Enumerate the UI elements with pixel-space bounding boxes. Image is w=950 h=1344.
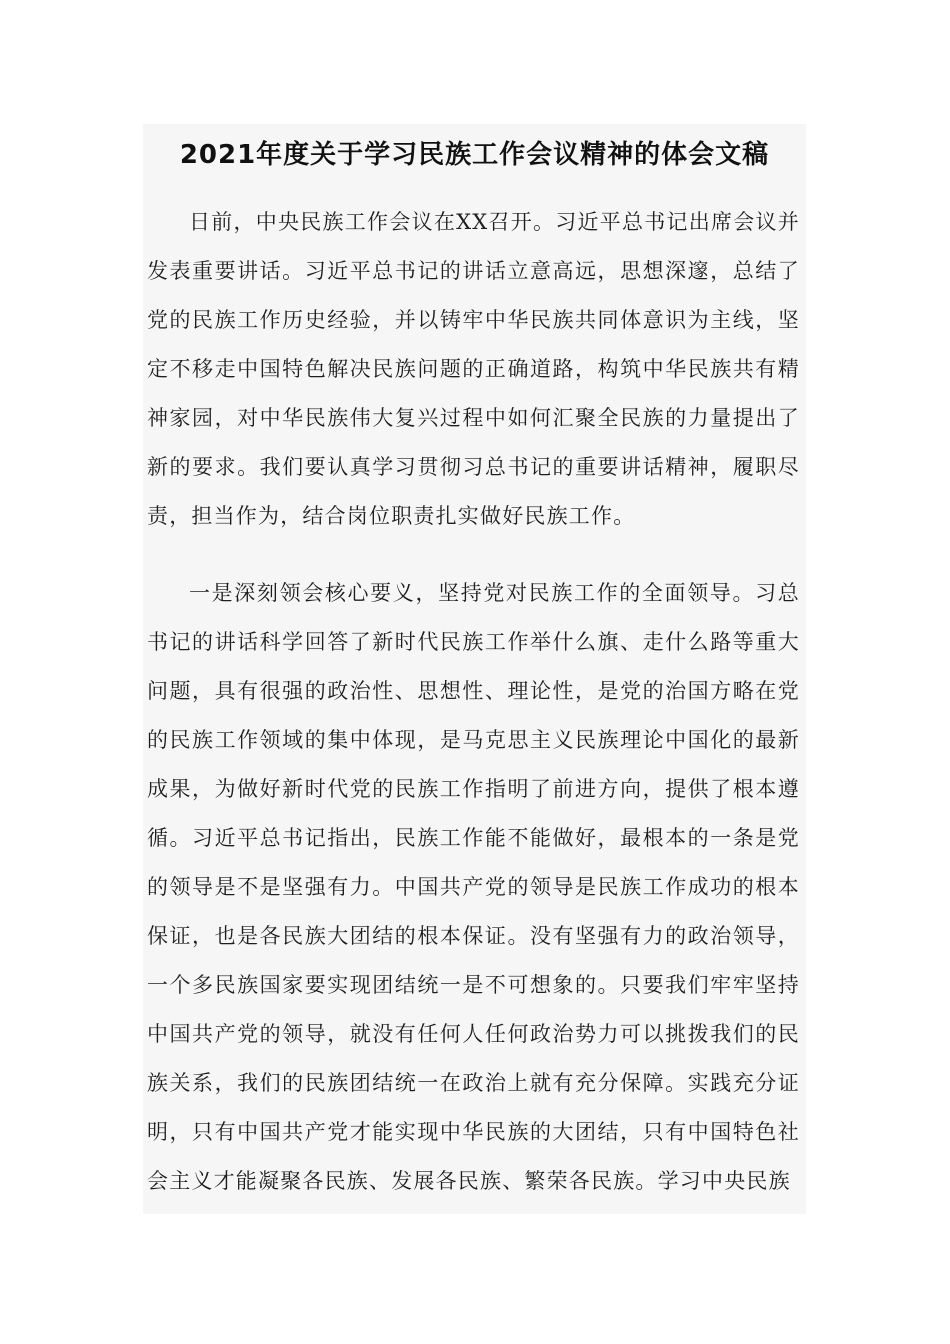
paragraph-point-one: 一是深刻领会核心要义，坚持党对民族工作的全面领导。习总书记的讲话科学回答了新时代民族工作举什么旗、走什么路等重大问题，具有很强的政治性、思想性、理论性，是党的治国方略在党的民族工作领域的集中体现，是马克思主义民族理论中国化的最新成果，为做好新时代党的民族工作指明了前进方向，提供了根本遵循。习近平总书记指出，民族工作能不能做好，最根本的一条是党的领导是不是坚强有力。中国共产党的领导是民族工作成功的根本保证，也是各民族大团结的根本保证。没有坚强有力的政治领导，一个多民族国家要实现团结统一是不可想象的。只要我们牢牢坚持中国共产党的领导，就没有任何人任何政治势力可以挑拨我们的民族关系，我们的民族团结统一在政治上就有充分保障。实践充分证明，只有中国共产党才能实现中华民族的大团结，只有中国特色社会主义才能凝聚各民族、发展各民族、繁荣各民族。学习中央民族	[147, 581, 800, 1193]
document-page	[143, 124, 806, 1214]
document-title: 2021年度关于学习民族工作会议精神的体会文稿	[179, 140, 770, 170]
paragraph-intro: 日前，中央民族工作会议在XX召开。习近平总书记出席会议并发表重要讲话。习近平总书记的讲话立意高远，思想深邃，总结了党的民族工作历史经验，并以铸牢中华民族共同体意识为主线，坚定不移走中国特色解决民族问题的正确道路，构筑中华民族共有精神家园，对中华民族伟大复兴过程中如何汇聚全民族的力量提出了新的要求。我们要认真学习贯彻习总书记的重要讲话精神，履职尽责，担当作为，结合岗位职责扎实做好民族工作。	[147, 210, 800, 528]
